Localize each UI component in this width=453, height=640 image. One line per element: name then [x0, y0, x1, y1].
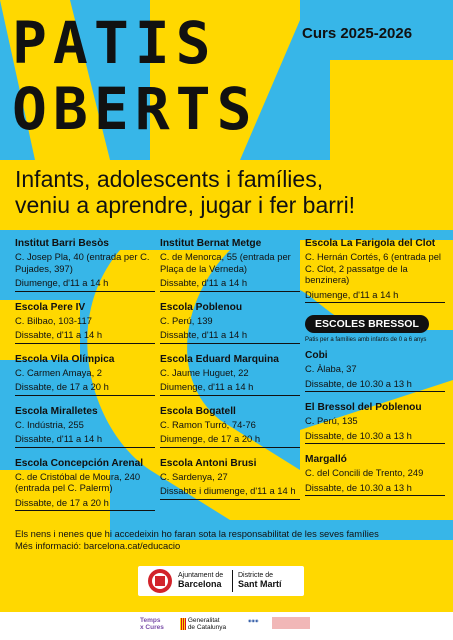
logo-divider	[232, 570, 233, 592]
school-address: C. Sardenya, 27	[160, 470, 228, 482]
school-entry	[15, 302, 155, 344]
divider	[160, 343, 300, 344]
bressol-entry	[305, 402, 445, 444]
school-time: Dissabte, de 17 a 20 h	[15, 381, 109, 392]
school-name: Escola Concepción Arenal	[15, 457, 144, 469]
divider	[160, 499, 300, 500]
divider	[15, 395, 155, 396]
divider	[305, 391, 445, 392]
school-entry	[160, 406, 300, 448]
bressol-name: El Bressol del Poblenou	[305, 402, 422, 413]
school-name: Escola Bogatell	[160, 405, 236, 417]
poster-title-line2: OBERTS	[12, 75, 258, 143]
school-time: Dissabte, d'11 a 14 h	[160, 329, 248, 340]
divider	[305, 302, 445, 303]
ajuntament-logo	[138, 566, 304, 596]
school-name: Escola Miralletes	[15, 405, 98, 417]
more-info-link[interactable]: Més informació: barcelona.cat/educacio	[15, 540, 181, 551]
school-address: C. Bilbao, 103-117	[15, 314, 92, 326]
divider	[160, 447, 300, 448]
generalitat-logo: Generalitat de Catalunya	[180, 617, 226, 631]
school-time: Dissabte, d'11 a 14 h	[15, 433, 103, 444]
school-name: Escola La Farigola del Clot	[305, 238, 436, 249]
divider	[15, 291, 155, 292]
divider	[15, 510, 155, 511]
school-entry	[160, 238, 300, 292]
school-entry	[160, 354, 300, 396]
school-name: Institut Barri Besòs	[15, 238, 109, 249]
bressol-name: Cobi	[305, 350, 328, 361]
sponsor-bar	[0, 612, 453, 640]
bressol-time: Dissabte, de 10.30 a 13 h	[305, 377, 412, 389]
school-address: C. Ramon Turró, 74-76	[160, 418, 256, 430]
tagline-line2: veniu a aprendre, jugar i fer barri!	[15, 192, 356, 218]
school-time: Diumenge, de 17 a 20 h	[160, 433, 261, 444]
poster-title-line1: PATIS	[12, 9, 217, 77]
school-name: Escola Antoni Brusi	[160, 457, 257, 469]
school-address: C. Indústria, 255	[15, 418, 84, 430]
school-time: Diumenge, d'11 a 14 h	[160, 381, 254, 392]
tagline	[15, 166, 445, 218]
district-name: Districte de Sant Martí	[238, 572, 282, 589]
schools-column-1	[15, 238, 155, 521]
schools-column-2	[160, 238, 300, 510]
school-address: C. Hernán Cortés, 6 (entrada pel C. Clot, 2 passatge de la benzinera)	[305, 251, 442, 285]
schools-column-3	[305, 238, 445, 506]
school-time: Dissabte, d'11 a 14 h	[160, 277, 248, 288]
school-address: C. Perú, 139	[160, 314, 213, 326]
bressol-time: Dissabte, de 10.30 a 13 h	[305, 429, 412, 441]
school-entry	[15, 406, 155, 448]
footer-notes	[15, 528, 379, 552]
divider	[160, 291, 300, 292]
bressol-address: C. Àlaba, 37	[305, 363, 357, 374]
escoles-bressol-note: Patis per a famílies amb infants de 0 a 6 anys	[305, 337, 427, 343]
bressol-address: C. Perú, 135	[305, 415, 358, 426]
school-time: Dissabte, de 17 a 20 h	[15, 496, 109, 508]
school-address: C. Josep Pla, 40 (entrada per C. Pujades, 397)	[15, 251, 150, 274]
bressol-entry	[305, 350, 445, 392]
school-time: Dissabte i diumenge, d'11 a 14 h	[160, 485, 296, 496]
responsibility-note: Els nens i nenes que hi accedeixin ho faran sota la responsabilitat de les seves famílies	[15, 528, 379, 539]
divider	[305, 495, 445, 496]
bressol-time: Dissabte, de 10.30 a 13 h	[305, 481, 412, 493]
divider	[160, 395, 300, 396]
partner-logo-icon: ◉◉◉	[248, 618, 259, 623]
ajuntament-name: Ajuntament de Barcelona	[178, 572, 224, 589]
senyera-icon	[180, 618, 186, 630]
school-name: Escola Poblenou	[160, 301, 243, 313]
divider	[15, 343, 155, 344]
course-year: Curs 2025-2026	[302, 25, 413, 42]
school-time: Diumenge, d'11 a 14 h	[15, 277, 109, 288]
tagline-line1: Infants, adolescents i famílies,	[15, 166, 324, 192]
school-address: C. de Cristóbal de Moura, 240 (entrada pel C. Palerm)	[15, 470, 141, 493]
school-entry	[160, 458, 300, 500]
bressol-address: C. del Concili de Trento, 249	[305, 467, 424, 478]
school-entry	[15, 354, 155, 396]
school-address: C. Carmen Amaya, 2	[15, 366, 103, 378]
school-time: Dissabte, d'11 a 14 h	[15, 329, 103, 340]
school-name: Institut Bernat Metge	[160, 238, 262, 249]
school-entry	[15, 238, 155, 292]
school-name: Escola Eduard Marquina	[160, 353, 279, 365]
barcelona-seal-icon	[148, 569, 172, 593]
temps-x-cures-logo: Temps x Cures	[140, 617, 164, 631]
divider	[305, 443, 445, 444]
school-entry	[15, 458, 155, 512]
escoles-bressol-badge: ESCOLES BRESSOL	[305, 315, 429, 333]
school-address: C. Jaume Huguet, 22	[160, 366, 249, 378]
school-time: Diumenge, d'11 a 14 h	[305, 288, 399, 300]
school-entry	[305, 238, 445, 303]
government-logo-icon	[272, 617, 310, 629]
school-name: Escola Pere IV	[15, 301, 86, 313]
divider	[15, 447, 155, 448]
school-address: C. de Menorca, 55 (entrada per Plaça de la Verneda)	[160, 251, 291, 274]
school-name: Escola Vila Olímpica	[15, 353, 115, 365]
school-entry	[160, 302, 300, 344]
bressol-entry	[305, 454, 445, 496]
bressol-name: Margalló	[305, 454, 347, 465]
